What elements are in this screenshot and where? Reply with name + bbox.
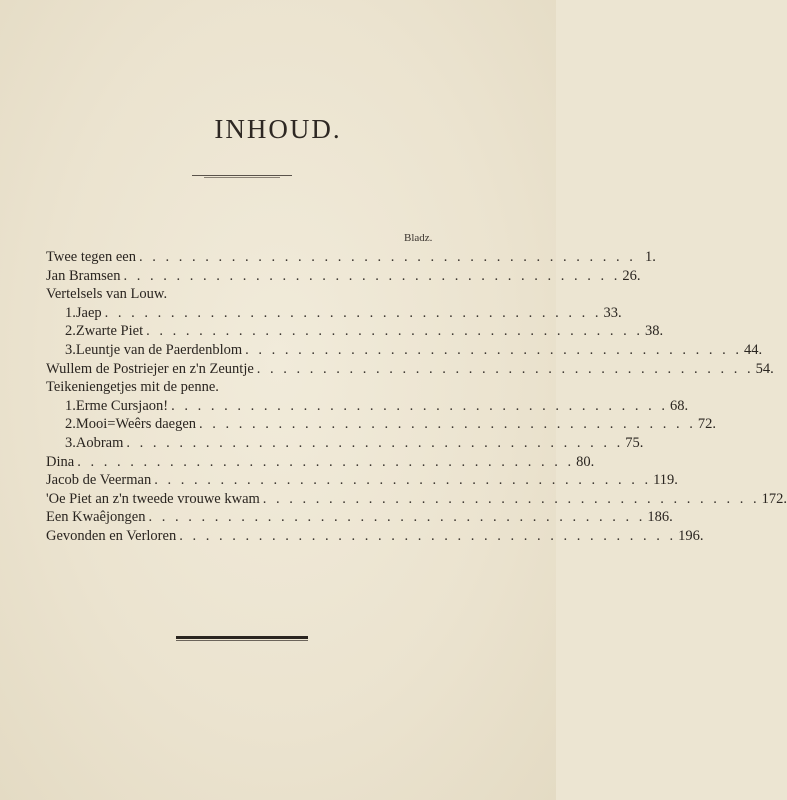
toc-leader-dots: . . . . . . . . . . . . . . . . . . . . . . . . . . . . . . . . . . . . . . <box>256 360 754 377</box>
toc-entry <box>46 304 622 323</box>
toc-leader-dots: . . . . . . . . . . . . . . . . . . . . . . . . . . . . . . . . . . . . . . <box>126 434 624 451</box>
toc-leader-dots: . . . . . . . . . . . . . . . . . . . . . . . . . . . . . . . . . . . . . . <box>123 267 621 284</box>
toc-entry-title: Erme Cursjaon! <box>75 397 169 414</box>
toc-leader-dots: . . . . . . . . . . . . . . . . . . . . . . . . . . . . . . . . . . . . . . <box>104 304 602 321</box>
toc-entry <box>46 508 673 527</box>
toc-entry-page: 26. <box>622 267 641 284</box>
toc-entry-title: Mooi=Weêrs daegen <box>75 416 197 433</box>
toc-entry-page: 38. <box>645 323 664 340</box>
bottom-rule-thin <box>176 640 308 641</box>
toc-entry <box>46 471 678 490</box>
toc-entry-title: Jaep <box>75 304 102 321</box>
toc-entry-title: Jacob de Veerman <box>46 472 152 489</box>
toc-section-heading: Teikeniengetjes mit de penne. <box>46 379 219 396</box>
toc-leader-dots: . . . . . . . . . . . . . . . . . . . . . . . . . . . . . . . . . . . . . . <box>262 490 760 507</box>
toc-entry-page: 75. <box>625 434 644 451</box>
toc-entry <box>46 490 787 509</box>
page-column-label: Bladz. <box>404 232 433 244</box>
page-title: INHOUD. <box>214 114 342 144</box>
toc-entry-page: 1. <box>644 249 656 265</box>
toc-entry-title: Leuntje van de Paerdenblom <box>75 341 243 358</box>
toc-entry-page: 44. <box>744 341 763 358</box>
table-of-contents <box>46 248 787 546</box>
toc-entry-title: 'Oe Piet an z'n tweede vrouwe kwam <box>46 490 260 507</box>
toc-entry-number: 3. <box>65 434 76 451</box>
toc-entry-page: 33. <box>603 304 622 321</box>
toc-entry-title: Aobram <box>75 434 124 451</box>
toc-entry-title: Een Kwaêjongen <box>46 509 146 526</box>
toc-entry <box>46 341 763 360</box>
toc-entry-page: 68. <box>669 397 689 414</box>
toc-entry-title: Jan Bramsen <box>46 267 121 284</box>
toc-entry <box>46 248 656 267</box>
bottom-rule <box>176 636 308 639</box>
toc-entry <box>46 434 644 453</box>
toc-leader-dots: . . . . . . . . . . . . . . . . . . . . . . . . . . . . . . . . . . . . . . <box>77 453 575 470</box>
toc-entry <box>46 267 641 286</box>
toc-entry <box>46 527 704 546</box>
toc-entry-title: Dina <box>46 453 75 470</box>
toc-entry <box>46 453 595 472</box>
toc-entry-page: 172. <box>761 490 787 507</box>
toc-entry <box>46 360 774 379</box>
toc-entry-title: Wullem de Postriejer en z'n Zeuntje <box>46 360 254 377</box>
toc-entry-title: Gevonden en Verloren <box>46 527 177 544</box>
toc-entry-title: Zwarte Piet <box>75 323 144 340</box>
toc-leader-dots: . . . . . . . . . . . . . . . . . . . . . . . . . . . . . . . . . . . . . . <box>171 397 668 414</box>
toc-leader-dots: . . . . . . . . . . . . . . . . . . . . . . . . . . . . . . . . . . . . . . <box>146 323 643 340</box>
toc-entry-page: 119. <box>653 472 678 489</box>
toc-entry-title: Twee tegen een <box>46 249 136 265</box>
toc-entry-page: 72. <box>697 416 717 433</box>
toc-leader-dots: . . . . . . . . . . . . . . . . . . . . . . . . . . . . . . . . . . . . . . <box>154 472 652 489</box>
toc-entry-page: 196. <box>678 527 704 544</box>
title-rule-inner <box>204 177 280 179</box>
toc-leader-dots: . . . . . . . . . . . . . . . . . . . . . . . . . . . . . . . . . . . . . . <box>245 341 743 358</box>
toc-entry-page: 186. <box>647 509 673 526</box>
toc-entry <box>46 322 664 341</box>
toc-entry-number: 1. <box>65 304 76 321</box>
toc-entry-page: 80. <box>576 453 595 470</box>
toc-entry <box>46 415 717 434</box>
toc-leader-dots: . . . . . . . . . . . . . . . . . . . . . . . . . . . . . . . . . . . . . . <box>138 249 636 265</box>
toc-leader-dots: . . . . . . . . . . . . . . . . . . . . . . . . . . . . . . . . . . . . . . <box>148 509 646 526</box>
toc-entry-number: 3. <box>65 341 76 358</box>
toc-entry-page: 54. <box>755 360 774 377</box>
toc-entry-number: 2. <box>65 323 76 340</box>
toc-entry <box>46 397 689 416</box>
toc-leader-dots: . . . . . . . . . . . . . . . . . . . . . . . . . . . . . . . . . . . . . . <box>179 527 677 544</box>
toc-section-heading: Vertelsels van Louw. <box>46 286 168 303</box>
toc-entry-number: 1. <box>65 397 76 414</box>
toc-entry-number: 2. <box>65 416 76 433</box>
toc-leader-dots: . . . . . . . . . . . . . . . . . . . . . . . . . . . . . . . . . . . . . . <box>199 416 696 433</box>
